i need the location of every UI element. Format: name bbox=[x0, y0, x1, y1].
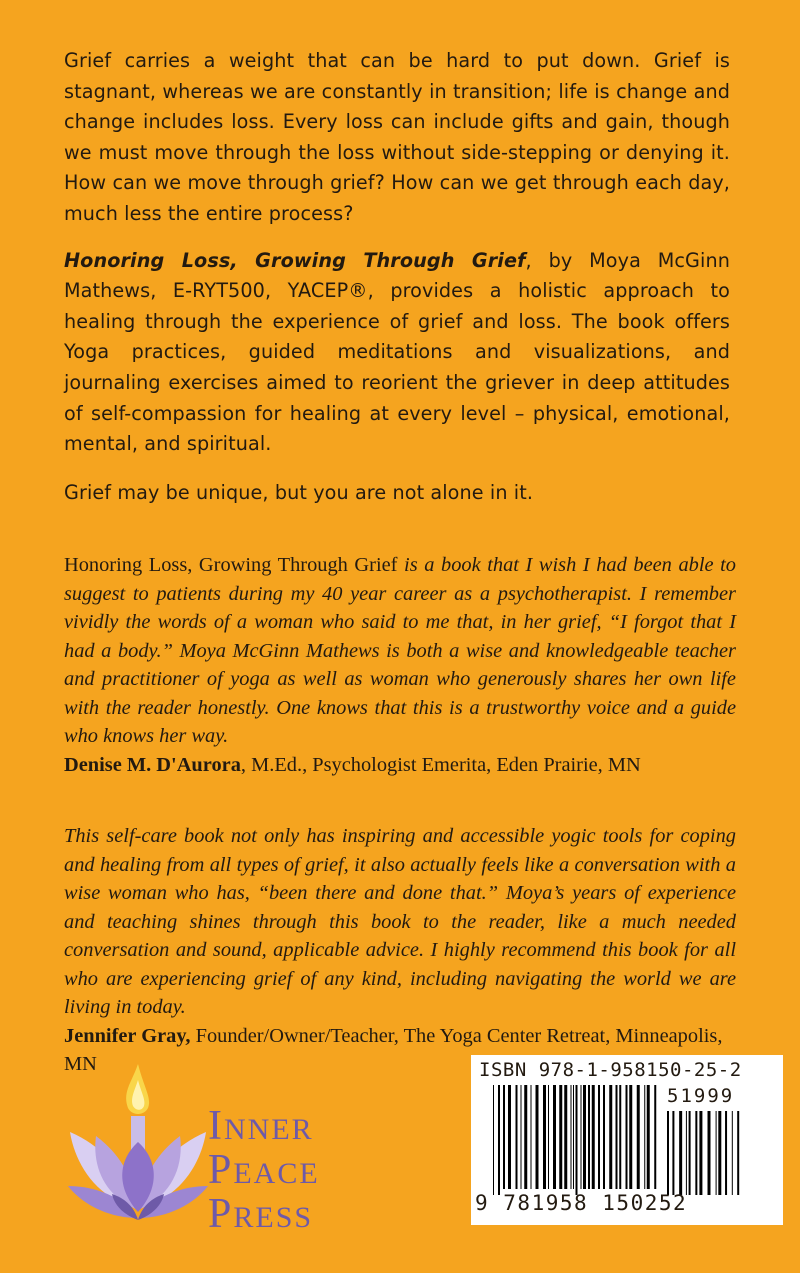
barcode-bar bbox=[695, 1111, 697, 1195]
barcode-bar bbox=[647, 1085, 650, 1189]
review-1 bbox=[64, 551, 736, 779]
publisher-word-3: PRESS bbox=[208, 1191, 314, 1237]
barcode-bar bbox=[516, 1085, 518, 1189]
publisher-word-2: PEACE bbox=[208, 1147, 320, 1193]
barcode-bar bbox=[699, 1111, 702, 1195]
barcode-bar bbox=[588, 1085, 590, 1189]
review-1-credentials: , M.Ed., Psychologist Emerita, Eden Prairie, MN bbox=[240, 753, 641, 776]
barcode-bar bbox=[498, 1085, 500, 1195]
barcode-bar bbox=[603, 1085, 605, 1189]
barcode-bar bbox=[619, 1085, 621, 1189]
blurb-tagline: Grief may be unique, but you are not alone in it. bbox=[64, 480, 534, 504]
publisher-word-1: INNER bbox=[208, 1103, 314, 1149]
barcode-bar bbox=[531, 1085, 532, 1189]
review-2 bbox=[64, 822, 736, 1079]
barcode-bar bbox=[644, 1085, 645, 1189]
back-cover-blurb bbox=[64, 46, 730, 524]
barcode-bar bbox=[493, 1085, 494, 1195]
barcode-bar bbox=[559, 1085, 562, 1189]
barcode-bar bbox=[573, 1085, 574, 1189]
publisher-name bbox=[208, 1103, 320, 1238]
barcode-bar bbox=[725, 1111, 727, 1195]
review-2-name: Jennifer Gray, bbox=[64, 1024, 191, 1047]
review-1-text: is a book that I wish I had been able to suggest to patients during my 40 year career as a psychotherapist. I remember vividly the words of a woman who said to me that, in her grief, “I forgot that I had a body.” Moya McGinn Mathews is both a wise and knowledgeable teacher and practitioner of yoga as well as woman who generously shares her own life with the reader honestly. One knows that this is a trustworthy voice and a guide who knows her way. bbox=[64, 554, 736, 747]
barcode-bar bbox=[708, 1111, 711, 1195]
barcode-bar bbox=[524, 1085, 527, 1189]
barcode-bar bbox=[672, 1111, 674, 1195]
barcode-bar bbox=[629, 1085, 632, 1189]
barcode-bar bbox=[716, 1111, 717, 1195]
barcode-bar bbox=[548, 1085, 549, 1189]
barcode-bar bbox=[583, 1085, 586, 1189]
barcode-bar bbox=[616, 1085, 618, 1189]
price-code: 51999 bbox=[667, 1085, 735, 1107]
review-1-attribution bbox=[64, 751, 736, 780]
book-title: Honoring Loss, Growing Through Grief bbox=[64, 248, 526, 272]
ean-number: 9 781958 150252 bbox=[475, 1191, 688, 1215]
isbn-barcode bbox=[471, 1055, 783, 1225]
barcode-bar bbox=[718, 1111, 721, 1195]
review-1-name: Denise M. D'Aurora bbox=[64, 753, 241, 776]
barcode-bar bbox=[609, 1085, 612, 1189]
barcode-bar bbox=[503, 1085, 505, 1189]
barcode-bar bbox=[553, 1085, 556, 1189]
review-2-text: This self-care book not only has inspiring and accessible yogic tools for coping and healing from all types of grief, it also actually feels like a conversation with a wise woman who has, “been there and done that.” Moya’s years of experience and teaching shines through this book to the reader, like a much needed conversation and sound, applicable advice. I highly recommend this book for all who are experiencing grief of any kind, including navigating the world we are living in today. bbox=[64, 825, 736, 1018]
isbn-number: ISBN 978-1-958150-25-2 bbox=[479, 1059, 742, 1081]
barcode-bar bbox=[626, 1085, 628, 1189]
blurb-paragraph-2 bbox=[64, 246, 730, 460]
barcode-bar bbox=[737, 1111, 739, 1195]
barcode-bar bbox=[571, 1085, 572, 1189]
lotus-flame-icon bbox=[62, 1058, 212, 1228]
barcode-bar bbox=[508, 1085, 511, 1189]
review-1-book-title: Honoring Loss, Growing Through Grief bbox=[64, 554, 398, 576]
barcode-bar bbox=[536, 1085, 539, 1189]
review-1-quote bbox=[64, 554, 736, 747]
barcode-bar bbox=[576, 1085, 578, 1195]
barcode-bar bbox=[564, 1085, 567, 1189]
barcode-bar bbox=[679, 1111, 682, 1195]
barcode-bar bbox=[581, 1085, 582, 1189]
barcode-bar bbox=[686, 1111, 687, 1195]
barcode-bar bbox=[543, 1085, 546, 1189]
blurb-paragraph-2-text: , by Moya McGinn Mathews, E-RYT500, YACEP®, provides a holistic approach to healing through the experience of grief and loss. The book offers Yoga practices, guided meditations and visualizations, and journaling exercises aimed to reorient the griever in deep attitudes of self-compassion for healing at every level – physical, emotional, mental, and spiritual. bbox=[64, 248, 730, 456]
blurb-paragraph-1: Grief carries a weight that can be hard to put down. Grief is stagnant, whereas we are constantly in transition; life is change and change includes loss. Every loss can include gifts and gain, though we must move through the loss without side-stepping or denying it. How can we move through grief? How can we get through each day, much less the entire process? bbox=[64, 49, 730, 225]
barcode-bar bbox=[689, 1111, 691, 1195]
barcode-bar bbox=[521, 1085, 522, 1189]
barcode-bar bbox=[732, 1111, 733, 1195]
review-2-credentials: Founder/Owner/Teacher, The Yoga Center Retreat, Minneapolis, MN bbox=[64, 1024, 723, 1075]
barcode-bar bbox=[637, 1085, 640, 1189]
barcode-bar bbox=[598, 1085, 600, 1189]
barcode-bar bbox=[592, 1085, 595, 1189]
barcode-bar bbox=[654, 1085, 656, 1189]
barcode-bar bbox=[667, 1111, 669, 1195]
